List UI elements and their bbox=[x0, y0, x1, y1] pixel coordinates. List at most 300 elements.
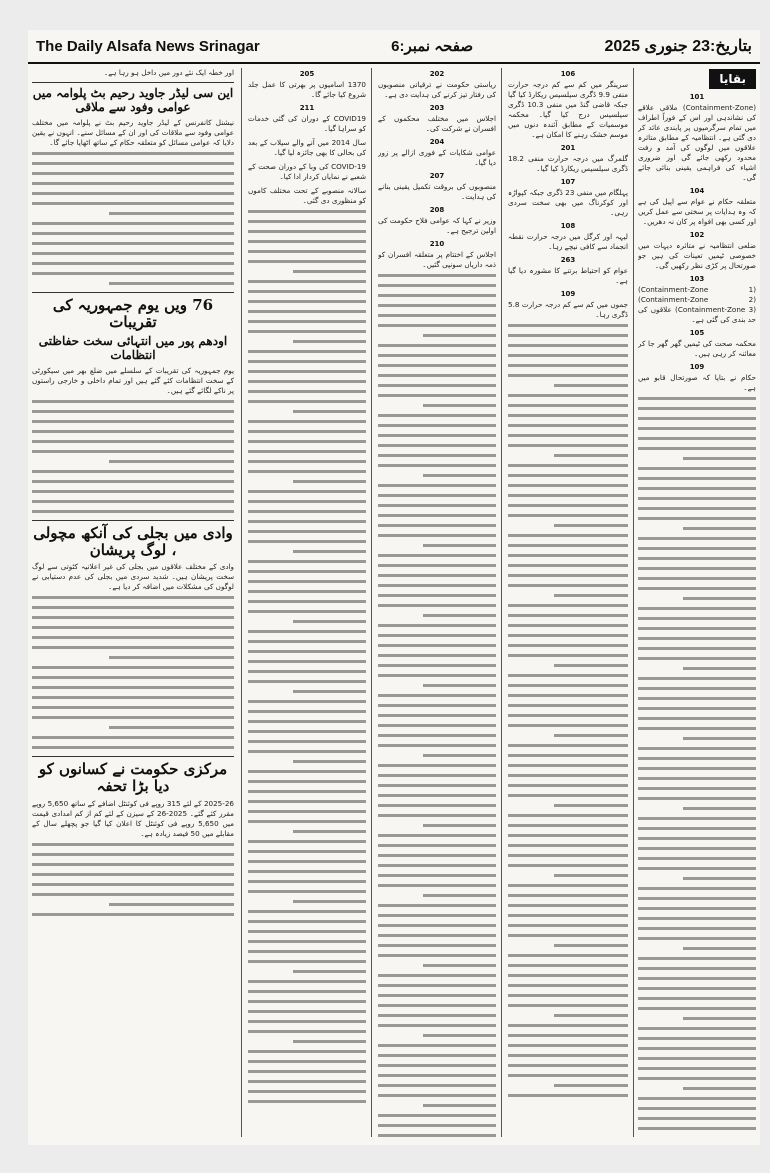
text-line bbox=[32, 863, 234, 866]
article-text: وادی کے مختلف علاقوں میں بجلی کی غیر اعلانیہ کٹوتی سے لوگ سخت پریشان ہیں۔ شدید سردی میں بجلی کی عدم دستیابی نے لوگوں کی مشکلات میں اضافہ کر دیا ہے۔ bbox=[32, 562, 234, 592]
text-line bbox=[32, 222, 234, 225]
text-line bbox=[508, 1094, 628, 1097]
text-line bbox=[248, 680, 366, 683]
text-line bbox=[508, 924, 628, 927]
text-line bbox=[378, 514, 496, 517]
text-filler bbox=[638, 397, 756, 1137]
column-divider bbox=[241, 68, 242, 1137]
text-line bbox=[508, 574, 628, 577]
text-line bbox=[423, 964, 496, 967]
text-line bbox=[378, 584, 496, 587]
text-line bbox=[248, 390, 366, 393]
text-line bbox=[638, 557, 756, 560]
text-line bbox=[32, 873, 234, 876]
article-number: 203 bbox=[429, 104, 445, 112]
text-line bbox=[638, 437, 756, 440]
text-line bbox=[378, 424, 496, 427]
text-filler bbox=[32, 152, 234, 285]
column-mid-2 bbox=[248, 68, 366, 1137]
text-line bbox=[248, 570, 366, 573]
text-line bbox=[638, 507, 756, 510]
text-line bbox=[554, 454, 628, 457]
text-line bbox=[32, 490, 234, 493]
text-line bbox=[508, 784, 628, 787]
divider bbox=[32, 520, 234, 521]
text-line bbox=[109, 460, 234, 463]
text-line bbox=[638, 607, 756, 610]
text-line bbox=[293, 690, 366, 693]
text-line bbox=[638, 497, 756, 500]
text-line bbox=[508, 714, 628, 717]
text-line bbox=[508, 514, 628, 517]
text-line bbox=[508, 894, 628, 897]
article-text: گلمرگ میں درجہ حرارت منفی 18.2 ڈگری سیلسیس ریکارڈ کیا گیا۔ bbox=[508, 154, 628, 173]
article-number: 204 bbox=[429, 138, 445, 146]
text-line bbox=[378, 984, 496, 987]
text-line bbox=[32, 400, 234, 403]
text-line bbox=[378, 934, 496, 937]
headline-republic-day: 76 ویں یوم جمہوریہ کی تقریبات bbox=[52, 295, 214, 331]
text-line bbox=[32, 843, 234, 846]
text-line bbox=[32, 440, 234, 443]
text-line bbox=[248, 380, 366, 383]
text-line bbox=[638, 637, 756, 640]
text-line bbox=[638, 567, 756, 570]
text-line bbox=[508, 1054, 628, 1057]
text-line bbox=[248, 460, 366, 463]
text-line bbox=[683, 877, 756, 880]
text-line bbox=[248, 500, 366, 503]
text-line bbox=[32, 893, 234, 896]
article-text: نیشنل کانفرنس کے لیڈر جاوید رحیم بٹ نے پلوامہ میں مختلف عوامی وفود سے ملاقات کی اور ان کے مسائل سنے۔ انہوں نے یقین دلایا کہ عوامی مسائل کو متعلقہ حکام کے ساتھ اٹھایا جائے گا۔ bbox=[32, 117, 234, 147]
text-line bbox=[293, 970, 366, 973]
text-line bbox=[378, 854, 496, 857]
text-line bbox=[248, 890, 366, 893]
text-line bbox=[32, 666, 234, 669]
text-line bbox=[378, 384, 496, 387]
article-text: عوامی شکایات کے فوری ازالے پر زور دیا گیا۔ bbox=[378, 148, 496, 167]
text-line bbox=[248, 1000, 366, 1003]
text-line bbox=[378, 294, 496, 297]
article-text: پہلگام میں منفی 23 ڈگری جبکہ کپواڑہ اور کوکرناگ میں بھی سخت سردی رہی۔ bbox=[508, 188, 628, 217]
text-line bbox=[508, 814, 628, 817]
text-line bbox=[638, 657, 756, 660]
text-line bbox=[638, 1097, 756, 1100]
text-line bbox=[32, 716, 234, 719]
article-text: 2025-26 کے لئے 315 روپے فی کوئنٹل اضافے کے ساتھ 5,650 روپے مقرر کئے گئے۔ 2025-26 کے سیزن کے لئے کم از کم امدادی قیمت میں 5,650 روپے فی کوئنٹل کا اعلان کیا گیا جو پچھلے سال کے مقابلے میں 50 فیصد زیادہ ہے۔ bbox=[32, 798, 234, 838]
text-line bbox=[638, 1067, 756, 1070]
text-line bbox=[32, 606, 234, 609]
text-line bbox=[508, 484, 628, 487]
text-line bbox=[248, 700, 366, 703]
text-line bbox=[378, 914, 496, 917]
column-divider bbox=[371, 68, 372, 1137]
article-number: 207 bbox=[429, 172, 445, 180]
text-line bbox=[508, 474, 628, 477]
text-line bbox=[638, 1127, 756, 1130]
article-text: COVID-19 کی وبا کے دوران صحت کے شعبے نے نمایاں کردار ادا کیا۔ bbox=[248, 162, 366, 181]
text-line bbox=[378, 844, 496, 847]
text-line bbox=[638, 797, 756, 800]
text-line bbox=[638, 857, 756, 860]
text-line bbox=[378, 1044, 496, 1047]
text-line bbox=[378, 354, 496, 357]
article-text: منصوبوں کی بروقت تکمیل یقینی بنانے کی ہدایت۔ bbox=[378, 182, 496, 201]
article-text: اجلاس میں مختلف محکموں کے افسران نے شرکت کی۔ bbox=[378, 114, 496, 133]
text-line bbox=[638, 927, 756, 930]
text-line bbox=[638, 1107, 756, 1110]
text-line bbox=[378, 694, 496, 697]
text-line bbox=[248, 740, 366, 743]
column-temperatures bbox=[508, 68, 628, 1137]
text-line bbox=[248, 810, 366, 813]
text-line bbox=[378, 464, 496, 467]
text-line bbox=[248, 220, 366, 223]
text-line bbox=[378, 804, 496, 807]
text-line bbox=[508, 544, 628, 547]
text-line bbox=[638, 547, 756, 550]
text-line bbox=[508, 834, 628, 837]
text-line bbox=[378, 604, 496, 607]
text-line bbox=[378, 994, 496, 997]
article-number: 210 bbox=[429, 240, 445, 248]
column-divider bbox=[633, 68, 634, 1137]
column-remaining bbox=[638, 68, 756, 1137]
text-line bbox=[293, 830, 366, 833]
text-line bbox=[683, 807, 756, 810]
text-line bbox=[248, 590, 366, 593]
text-line bbox=[683, 737, 756, 740]
text-line bbox=[554, 1084, 628, 1087]
text-line bbox=[378, 1004, 496, 1007]
text-line bbox=[248, 840, 366, 843]
article-text: متعلقہ حکام نے عوام سے اپیل کی ہے کہ وہ ہدایات پر سختی سے عمل کریں اور کسی بھی افواہ پر کان نہ دھریں۔ bbox=[638, 197, 756, 226]
text-line bbox=[508, 364, 628, 367]
text-line bbox=[378, 504, 496, 507]
text-line bbox=[638, 727, 756, 730]
text-line bbox=[554, 1014, 628, 1017]
text-line bbox=[508, 1024, 628, 1027]
text-line bbox=[378, 1114, 496, 1117]
text-line bbox=[248, 540, 366, 543]
text-line bbox=[683, 527, 756, 530]
text-line bbox=[554, 874, 628, 877]
text-line bbox=[638, 1007, 756, 1010]
text-line bbox=[248, 520, 366, 523]
text-line bbox=[248, 1050, 366, 1053]
text-line bbox=[554, 594, 628, 597]
text-line bbox=[508, 984, 628, 987]
text-line bbox=[248, 780, 366, 783]
text-line bbox=[378, 524, 496, 527]
text-line bbox=[248, 580, 366, 583]
text-line bbox=[554, 734, 628, 737]
text-line bbox=[248, 1030, 366, 1033]
article-text: (Containment-Zone 1) (Containment-Zone 2) (Containment-Zone 3) علاقوں کی حد بندی کی گئی ہے۔ bbox=[638, 285, 756, 324]
text-line bbox=[683, 457, 756, 460]
section-badge-remaining: بقایا bbox=[709, 69, 756, 89]
headline-nc-leader: این سی لیڈر جاوید رحیم بٹ پلوامہ میں عوامی وفود سے ملاقی bbox=[32, 86, 234, 114]
text-line bbox=[508, 374, 628, 377]
text-line bbox=[32, 202, 234, 205]
text-line bbox=[248, 230, 366, 233]
text-filler bbox=[248, 210, 366, 1103]
text-line bbox=[248, 260, 366, 263]
text-line bbox=[638, 867, 756, 870]
text-line bbox=[508, 644, 628, 647]
text-line bbox=[683, 1017, 756, 1020]
text-line bbox=[378, 864, 496, 867]
article-number: 109 bbox=[689, 363, 705, 371]
article-number: 263 bbox=[560, 256, 576, 264]
text-line bbox=[638, 487, 756, 490]
text-line bbox=[378, 744, 496, 747]
text-line bbox=[248, 850, 366, 853]
text-line bbox=[423, 404, 496, 407]
text-line bbox=[508, 964, 628, 967]
text-line bbox=[638, 417, 756, 420]
article-number: 211 bbox=[299, 104, 315, 112]
text-line bbox=[378, 594, 496, 597]
article-text: ریاستی حکومت نے ترقیاتی منصوبوں کی رفتار تیز کرنے کی ہدایت دی ہے۔ bbox=[378, 80, 496, 99]
text-line bbox=[248, 660, 366, 663]
article-number: 105 bbox=[689, 329, 705, 337]
text-line bbox=[32, 192, 234, 195]
text-line bbox=[638, 997, 756, 1000]
text-line bbox=[378, 564, 496, 567]
text-line bbox=[508, 724, 628, 727]
text-line bbox=[248, 470, 366, 473]
text-line bbox=[423, 1034, 496, 1037]
text-line bbox=[508, 934, 628, 937]
text-line bbox=[378, 874, 496, 877]
text-line bbox=[32, 430, 234, 433]
text-line bbox=[32, 152, 234, 155]
text-line bbox=[32, 172, 234, 175]
text-line bbox=[554, 384, 628, 387]
article-number: 108 bbox=[560, 222, 576, 230]
text-line bbox=[248, 720, 366, 723]
text-line bbox=[683, 1087, 756, 1090]
divider bbox=[32, 82, 234, 83]
text-line bbox=[378, 304, 496, 307]
text-line bbox=[423, 824, 496, 827]
text-line bbox=[638, 907, 756, 910]
text-line bbox=[378, 534, 496, 537]
text-line bbox=[248, 790, 366, 793]
text-line bbox=[248, 910, 366, 913]
text-line bbox=[423, 684, 496, 687]
text-line bbox=[32, 510, 234, 513]
text-line bbox=[248, 420, 366, 423]
text-line bbox=[32, 470, 234, 473]
column-mid-1 bbox=[378, 68, 496, 1137]
text-line bbox=[248, 980, 366, 983]
text-line bbox=[638, 1027, 756, 1030]
text-line bbox=[508, 844, 628, 847]
text-line bbox=[248, 510, 366, 513]
text-line bbox=[248, 920, 366, 923]
text-line bbox=[32, 182, 234, 185]
text-line bbox=[638, 967, 756, 970]
text-line bbox=[248, 370, 366, 373]
text-line bbox=[638, 837, 756, 840]
text-line bbox=[293, 340, 366, 343]
article-text: حکام نے بتایا کہ صورتحال قابو میں ہے۔ bbox=[638, 373, 756, 392]
text-line bbox=[248, 400, 366, 403]
text-line bbox=[293, 550, 366, 553]
text-line bbox=[508, 914, 628, 917]
text-line bbox=[638, 627, 756, 630]
text-line bbox=[378, 664, 496, 667]
article-number: 103 bbox=[689, 275, 705, 283]
text-line bbox=[638, 537, 756, 540]
text-line bbox=[508, 974, 628, 977]
article-text: عوام کو احتیاط برتنے کا مشورہ دیا گیا ہے۔ bbox=[508, 266, 628, 285]
text-line bbox=[683, 667, 756, 670]
article-number: 202 bbox=[429, 70, 445, 78]
text-line bbox=[638, 707, 756, 710]
text-line bbox=[638, 747, 756, 750]
article-text: COVID19 کے دوران کی گئی خدمات کو سراہا گیا۔ bbox=[248, 114, 366, 133]
text-line bbox=[508, 704, 628, 707]
text-line bbox=[248, 960, 366, 963]
text-line bbox=[638, 397, 756, 400]
text-line bbox=[508, 564, 628, 567]
text-line bbox=[378, 1074, 496, 1077]
text-line bbox=[378, 794, 496, 797]
text-line bbox=[508, 334, 628, 337]
text-line bbox=[378, 654, 496, 657]
text-line bbox=[109, 726, 234, 729]
text-line bbox=[508, 674, 628, 677]
paper-name: The Daily Alsafa News Srinagar bbox=[36, 37, 260, 55]
text-line bbox=[378, 394, 496, 397]
masthead bbox=[28, 30, 760, 64]
text-line bbox=[508, 534, 628, 537]
text-line bbox=[638, 517, 756, 520]
text-line bbox=[554, 664, 628, 667]
article-number: 107 bbox=[560, 178, 576, 186]
text-line bbox=[638, 677, 756, 680]
text-line bbox=[638, 957, 756, 960]
article-text: (Containment-Zone) ملاقی علاقے کی نشاندہی اور اس کے فوراً اطراف میں تمام سرگرمیوں پر پابندی عائد کر دی گئی ہے۔ انتظامیہ کے مطابق متاثرہ علاقوں میں لوگوں کی آمد و رفت محدود رکھی جائے گی اور ضروری اشیاء کی فراہمی یقینی بنائی جائے گی۔ bbox=[638, 103, 756, 182]
text-line bbox=[378, 324, 496, 327]
text-line bbox=[638, 1047, 756, 1050]
text-line bbox=[378, 444, 496, 447]
text-line bbox=[508, 614, 628, 617]
text-line bbox=[508, 404, 628, 407]
text-line bbox=[508, 854, 628, 857]
text-line bbox=[248, 320, 366, 323]
text-line bbox=[32, 853, 234, 856]
article-number: 109 bbox=[560, 290, 576, 298]
article-text: ضلعی انتظامیہ نے متاثرہ دیہات میں خصوصی ٹیمیں تعینات کی ہیں جو صورتحال پر کڑی نظر رکھیں گی۔ bbox=[638, 241, 756, 270]
text-line bbox=[32, 480, 234, 483]
text-line bbox=[508, 624, 628, 627]
text-line bbox=[508, 904, 628, 907]
text-line bbox=[32, 686, 234, 689]
text-line bbox=[508, 954, 628, 957]
text-line bbox=[248, 1010, 366, 1013]
text-line bbox=[508, 354, 628, 357]
text-line bbox=[248, 290, 366, 293]
text-line bbox=[423, 614, 496, 617]
text-line bbox=[248, 1070, 366, 1073]
article-text: سالانہ منصوبے کے تحت مختلف کاموں کو منظوری دی گئی۔ bbox=[248, 186, 366, 205]
text-line bbox=[554, 944, 628, 947]
text-line bbox=[638, 467, 756, 470]
text-line bbox=[378, 374, 496, 377]
text-line bbox=[248, 800, 366, 803]
issue-date: بتاریخ:23 جنوری 2025 bbox=[604, 38, 752, 55]
text-line bbox=[638, 427, 756, 430]
text-line bbox=[378, 704, 496, 707]
text-line bbox=[248, 350, 366, 353]
text-line bbox=[638, 717, 756, 720]
text-line bbox=[508, 554, 628, 557]
text-line bbox=[32, 262, 234, 265]
text-line bbox=[248, 430, 366, 433]
text-line bbox=[109, 656, 234, 659]
text-line bbox=[638, 897, 756, 900]
text-line bbox=[423, 754, 496, 757]
text-line bbox=[293, 760, 366, 763]
text-line bbox=[508, 754, 628, 757]
text-line bbox=[248, 650, 366, 653]
text-line bbox=[378, 624, 496, 627]
text-line bbox=[378, 634, 496, 637]
text-line bbox=[508, 504, 628, 507]
text-line bbox=[378, 434, 496, 437]
text-line bbox=[638, 1037, 756, 1040]
text-line bbox=[378, 454, 496, 457]
text-line bbox=[508, 654, 628, 657]
text-line bbox=[378, 1054, 496, 1057]
text-line bbox=[508, 1064, 628, 1067]
text-line bbox=[638, 827, 756, 830]
text-line bbox=[378, 1094, 496, 1097]
text-line bbox=[32, 646, 234, 649]
article-number: 106 bbox=[560, 70, 576, 78]
text-line bbox=[293, 620, 366, 623]
text-line bbox=[378, 724, 496, 727]
text-line bbox=[293, 480, 366, 483]
text-line bbox=[248, 940, 366, 943]
text-line bbox=[378, 714, 496, 717]
text-line bbox=[378, 1024, 496, 1027]
text-line bbox=[638, 617, 756, 620]
article-text: محکمہ صحت کی ٹیمیں گھر گھر جا کر معائنہ کر رہی ہیں۔ bbox=[638, 339, 756, 358]
text-line bbox=[32, 913, 234, 916]
text-line bbox=[378, 1084, 496, 1087]
newspaper-page bbox=[28, 30, 760, 1145]
text-line bbox=[378, 364, 496, 367]
text-filler bbox=[508, 324, 628, 1097]
text-line bbox=[378, 1064, 496, 1067]
text-line bbox=[638, 937, 756, 940]
text-line bbox=[638, 407, 756, 410]
text-line bbox=[32, 626, 234, 629]
text-line bbox=[508, 414, 628, 417]
text-line bbox=[378, 314, 496, 317]
text-line bbox=[508, 494, 628, 497]
text-line bbox=[248, 860, 366, 863]
text-line bbox=[32, 706, 234, 709]
divider bbox=[32, 756, 234, 757]
text-line bbox=[508, 394, 628, 397]
text-line bbox=[508, 324, 628, 327]
